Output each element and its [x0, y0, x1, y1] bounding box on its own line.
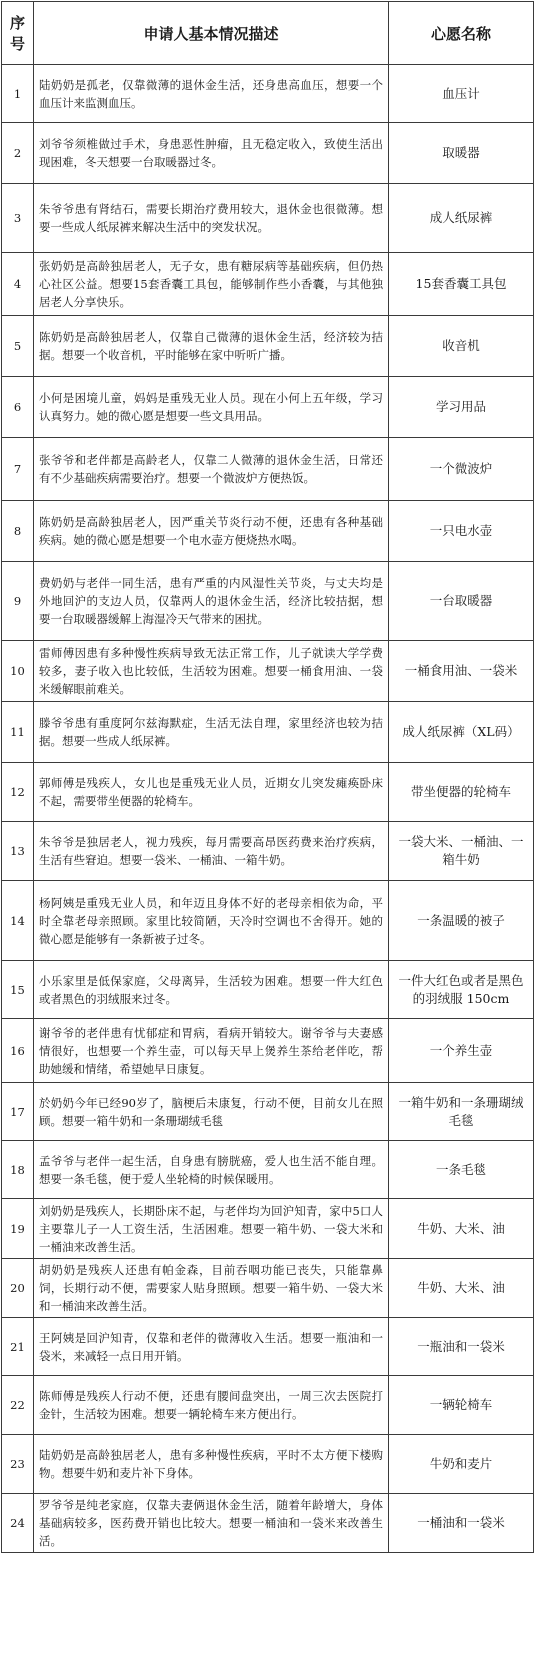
table-row — [2, 1199, 534, 1259]
row-wish: 牛奶和麦片 — [389, 1435, 534, 1494]
row-index: 16 — [2, 1019, 34, 1083]
row-wish: 一袋大米、一桶油、一箱牛奶 — [389, 822, 534, 881]
row-index: 20 — [2, 1259, 34, 1318]
row-index: 7 — [2, 438, 34, 501]
table-row — [2, 1318, 534, 1376]
row-index: 5 — [2, 316, 34, 377]
row-wish: 一桶油和一袋米 — [389, 1494, 534, 1553]
row-description: 张奶奶是高龄独居老人，无子女，患有糖尿病等基础疾病，但仍热心社区公益。想要15套香囊工具包，能够制作些小香囊，与其他独居老人分享快乐。 — [34, 253, 389, 316]
header-index: 序号 — [2, 2, 34, 65]
table-row — [2, 65, 534, 123]
table-row — [2, 763, 534, 822]
row-description: 张爷爷和老伴都是高龄老人，仅靠二人微薄的退休金生活，日常还有不少基础疾病需要治疗。想要一个微波炉方便热饭。 — [34, 438, 389, 501]
table-row — [2, 438, 534, 501]
row-index: 17 — [2, 1083, 34, 1141]
row-index: 18 — [2, 1141, 34, 1199]
table-row — [2, 1494, 534, 1553]
row-wish: 收音机 — [389, 316, 534, 377]
table-row — [2, 253, 534, 316]
row-wish: 一箱牛奶和一条珊瑚绒毛毯 — [389, 1083, 534, 1141]
row-description: 刘爷爷须椎做过手术，身患恶性肿瘤，且无稳定收入，致使生活出现困难，冬天想要一台取暖器过冬。 — [34, 123, 389, 184]
row-description: 谢爷爷的老伴患有忧郁症和胃病，看病开销较大。谢爷爷与夫妻感情很好，也想要一个养生壶，可以每天早上煲养生茶给老伴吃，帮助她缓和情绪，希望她早日康复。 — [34, 1019, 389, 1083]
row-description: 於奶奶今年已经90岁了，脑梗后未康复，行动不便，目前女儿在照顾。想要一箱牛奶和一条珊瑚绒毛毯 — [34, 1083, 389, 1141]
row-wish: 一个微波炉 — [389, 438, 534, 501]
row-wish: 带坐便器的轮椅车 — [389, 763, 534, 822]
table-row — [2, 1376, 534, 1435]
row-index: 2 — [2, 123, 34, 184]
row-index: 9 — [2, 562, 34, 641]
row-wish: 一辆轮椅车 — [389, 1376, 534, 1435]
row-description: 滕爷爷患有重度阿尔兹海默症，生活无法自理，家里经济也较为拮据。想要一些成人纸尿裤。 — [34, 702, 389, 763]
row-description: 陆奶奶是孤老，仅靠微薄的退休金生活，还身患高血压，想要一个血压计来监测血压。 — [34, 65, 389, 123]
row-index: 21 — [2, 1318, 34, 1376]
table-row — [2, 123, 534, 184]
row-index: 8 — [2, 501, 34, 562]
row-wish: 成人纸尿裤 — [389, 184, 534, 253]
row-description: 王阿姨是回沪知青，仅靠和老伴的微薄收入生活。想要一瓶油和一袋米，来减轻一点日用开销。 — [34, 1318, 389, 1376]
row-description: 雷师傅因患有多种慢性疾病导致无法正常工作，儿子就读大学学费较多，妻子收入也比较低，生活较为困难。想要一桶食用油、一袋米缓解眼前难关。 — [34, 641, 389, 702]
row-index: 12 — [2, 763, 34, 822]
row-description: 费奶奶与老伴一同生活，患有严重的内风湿性关节炎，与丈夫均是外地回沪的支边人员，仅靠两人的退休金生活，经济比较拮据，想要一台取暖器缓解上海湿冷天气带来的困扰。 — [34, 562, 389, 641]
table-row — [2, 1141, 534, 1199]
row-wish: 15套香囊工具包 — [389, 253, 534, 316]
table-body — [2, 65, 534, 1553]
table-row — [2, 1435, 534, 1494]
row-index: 13 — [2, 822, 34, 881]
row-index: 11 — [2, 702, 34, 763]
row-wish: 一条毛毯 — [389, 1141, 534, 1199]
header-row — [2, 2, 534, 65]
row-description: 小乐家里是低保家庭，父母离异，生活较为困难。想要一件大红色或者黑色的羽绒服来过冬。 — [34, 961, 389, 1019]
row-description: 朱爷爷患有肾结石，需要长期治疗费用较大，退休金也很微薄。想要一些成人纸尿裤来解决生活中的突发状况。 — [34, 184, 389, 253]
table-row — [2, 377, 534, 438]
table-row — [2, 1259, 534, 1318]
row-index: 6 — [2, 377, 34, 438]
row-description: 罗爷爷是纯老家庭，仅靠夫妻俩退休金生活，随着年龄增大，身体基础病较多，医药费开销也比较大。想要一桶油和一袋米来改善生活。 — [34, 1494, 389, 1553]
row-description: 陈师傅是残疾人行动不便，还患有腰间盘突出，一周三次去医院打金针，生活较为困难。想要一辆轮椅车来方便出行。 — [34, 1376, 389, 1435]
table-row — [2, 316, 534, 377]
table-row — [2, 501, 534, 562]
row-wish: 一只电水壶 — [389, 501, 534, 562]
row-wish: 成人纸尿裤（XL码） — [389, 702, 534, 763]
row-description: 陈奶奶是高龄独居老人，因严重关节炎行动不便，还患有各种基础疾病。她的微心愿是想要一个电水壶方便烧热水喝。 — [34, 501, 389, 562]
row-index: 23 — [2, 1435, 34, 1494]
row-wish: 一台取暖器 — [389, 562, 534, 641]
row-wish: 牛奶、大米、油 — [389, 1259, 534, 1318]
row-index: 10 — [2, 641, 34, 702]
row-description: 孟爷爷与老伴一起生活，自身患有膀胱癌，爱人也生活不能自理。想要一条毛毯，便于爱人坐轮椅的时候保暖用。 — [34, 1141, 389, 1199]
row-index: 15 — [2, 961, 34, 1019]
row-wish: 血压计 — [389, 65, 534, 123]
row-wish: 一件大红色或者是黑色的羽绒服 150cm — [389, 961, 534, 1019]
row-wish: 一条温暖的被子 — [389, 881, 534, 961]
table-row — [2, 641, 534, 702]
table-row — [2, 961, 534, 1019]
row-wish: 牛奶、大米、油 — [389, 1199, 534, 1259]
row-wish: 取暖器 — [389, 123, 534, 184]
wish-list-table — [1, 1, 534, 1553]
row-wish: 一瓶油和一袋米 — [389, 1318, 534, 1376]
row-description: 陆奶奶是高龄独居老人，患有多种慢性疾病，平时不太方便下楼购物。想要牛奶和麦片补下身体。 — [34, 1435, 389, 1494]
table-row — [2, 1083, 534, 1141]
row-description: 小何是困境儿童，妈妈是重残无业人员。现在小何上五年级，学习认真努力。她的微心愿是想要一些文具用品。 — [34, 377, 389, 438]
row-index: 24 — [2, 1494, 34, 1553]
row-index: 14 — [2, 881, 34, 961]
row-index: 19 — [2, 1199, 34, 1259]
table-row — [2, 184, 534, 253]
row-index: 1 — [2, 65, 34, 123]
row-description: 陈奶奶是高龄独居老人，仅靠自己微薄的退休金生活，经济较为拮据。想要一个收音机，平时能够在家中听听广播。 — [34, 316, 389, 377]
table-row — [2, 881, 534, 961]
row-description: 朱爷爷是独居老人，视力残疾，每月需要高昂医药费来治疗疾病，生活有些窘迫。想要一袋米、一桶油、一箱牛奶。 — [34, 822, 389, 881]
header-wish: 心愿名称 — [389, 2, 534, 65]
row-description: 郭师傅是残疾人，女儿也是重残无业人员，近期女儿突发瘫痪卧床不起，需要带坐便器的轮椅车。 — [34, 763, 389, 822]
row-index: 4 — [2, 253, 34, 316]
row-wish: 一桶食用油、一袋米 — [389, 641, 534, 702]
table-row — [2, 562, 534, 641]
table-row — [2, 702, 534, 763]
header-description: 申请人基本情况描述 — [34, 2, 389, 65]
row-description: 胡奶奶是残疾人还患有帕金森，目前吞咽功能已丧失，只能靠鼻饲，长期行动不便，需要家人贴身照顾。想要一箱牛奶、一袋大米和一桶油来改善生活。 — [34, 1259, 389, 1318]
table-row — [2, 822, 534, 881]
row-description: 刘奶奶是残疾人，长期卧床不起，与老伴均为回沪知青，家中5口人主要靠儿子一人工资生活，生活困难。想要一箱牛奶、一袋大米和一桶油来改善生活。 — [34, 1199, 389, 1259]
row-description: 杨阿姨是重残无业人员，和年迈且身体不好的老母亲相依为命，平时全靠老母亲照顾。家里比较简陋，天冷时空调也不舍得开。她的微心愿是能够有一条新被子过冬。 — [34, 881, 389, 961]
row-wish: 学习用品 — [389, 377, 534, 438]
row-index: 22 — [2, 1376, 34, 1435]
row-index: 3 — [2, 184, 34, 253]
row-wish: 一个养生壶 — [389, 1019, 534, 1083]
table-row — [2, 1019, 534, 1083]
